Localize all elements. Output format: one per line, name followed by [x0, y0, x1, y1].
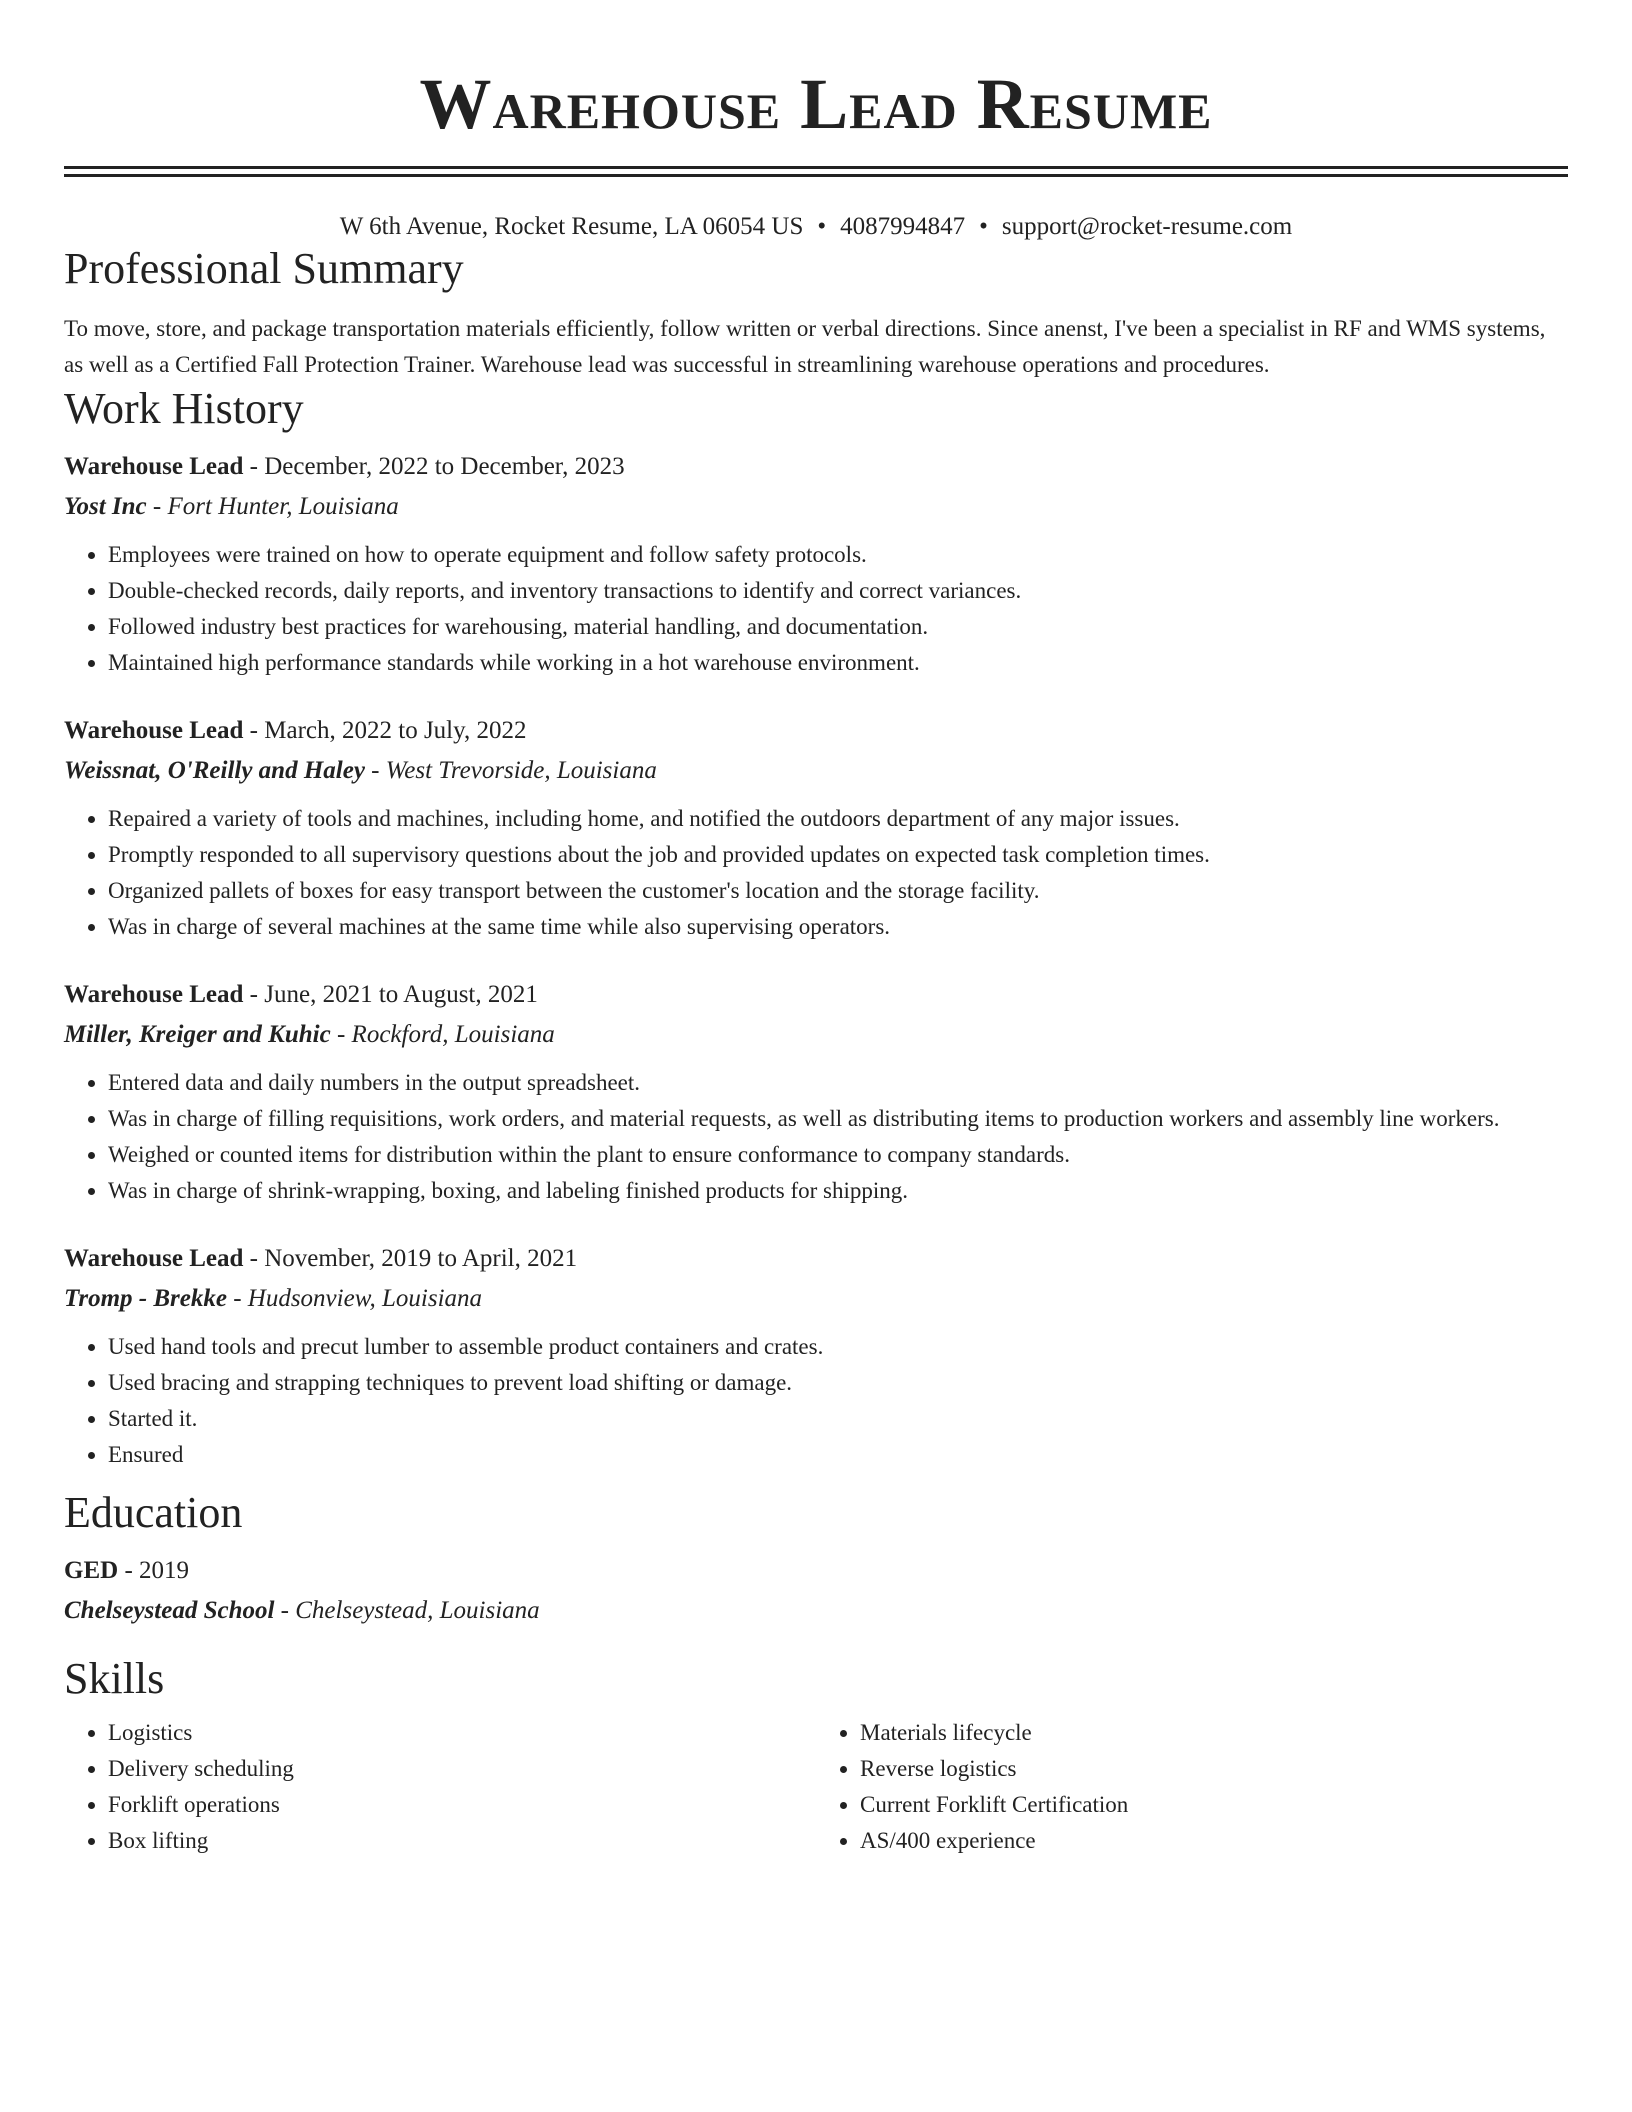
education-year: - 2019 — [118, 1557, 190, 1584]
education-location: - Chelseystead, Louisiana — [274, 1597, 540, 1624]
skill-item: • Box lifting — [108, 1823, 816, 1859]
job-company-line — [64, 1017, 1568, 1053]
resume-title: Warehouse Lead Resume — [419, 64, 1213, 144]
job-title: Warehouse Lead — [64, 453, 244, 480]
job-bullet: • Repaired a variety of tools and machines, including home, and notified the outdoors department of any major issues. — [108, 801, 1568, 837]
job-bullets — [64, 1065, 1568, 1209]
job-bullets — [64, 537, 1568, 681]
skills-column-right — [816, 1715, 1568, 1859]
contact-phone: 4087994847 — [840, 213, 966, 240]
job-bullet: • Entered data and daily numbers in the output spreadsheet. — [108, 1065, 1568, 1101]
job-company-line — [64, 753, 1568, 789]
job-bullet: • Was in charge of shrink-wrapping, boxing, and labeling finished products for shipping. — [108, 1173, 1568, 1209]
job-bullet: • Promptly responded to all supervisory questions about the job and provided updates on expected task completion times. — [108, 837, 1568, 873]
skills-column-left — [64, 1715, 816, 1859]
job-bullets — [64, 801, 1568, 945]
job-location: - Rockford, Louisiana — [330, 1021, 555, 1048]
skill-item: • Materials lifecycle — [860, 1715, 1568, 1751]
job-bullet: • Weighed or counted items for distribution within the plant to ensure conformance to company standards. — [108, 1137, 1568, 1173]
contact-separator: • — [817, 213, 827, 240]
job-entry — [64, 1241, 1568, 1473]
job-entry — [64, 977, 1568, 1209]
job-bullets — [64, 1329, 1568, 1473]
job-bullet: • Organized pallets of boxes for easy transport between the customer's location and the storage facility. — [108, 873, 1568, 909]
skills-list — [64, 1715, 1568, 1859]
job-bullet: • Used hand tools and precut lumber to assemble product containers and crates. — [108, 1329, 1568, 1365]
job-bullet: • Double-checked records, daily reports, and inventory transactions to identify and correct variances. — [108, 573, 1568, 609]
job-company-line — [64, 1281, 1568, 1317]
skill-item: • Reverse logistics — [860, 1751, 1568, 1787]
job-bullet: • Maintained high performance standards while working in a hot warehouse environment. — [108, 645, 1568, 681]
contact-email: support@rocket-resume.com — [1001, 213, 1293, 240]
education-school-line — [64, 1593, 1568, 1629]
job-title-line — [64, 977, 1568, 1013]
education-entry — [64, 1553, 1568, 1629]
education-heading: Education — [64, 1488, 243, 1537]
skill-item: • AS/400 experience — [860, 1823, 1568, 1859]
contact-separator: • — [979, 213, 988, 240]
job-title-line — [64, 449, 1568, 485]
job-company: Weissnat, O'Reilly and Haley — [64, 757, 365, 784]
title-double-rule — [64, 166, 1568, 177]
job-location: - West Trevorside, Louisiana — [364, 757, 657, 784]
job-company-line — [64, 489, 1568, 525]
education-degree: GED — [64, 1557, 119, 1584]
job-company: Miller, Kreiger and Kuhic — [64, 1021, 331, 1048]
education-school: Chelseystead School — [64, 1597, 275, 1624]
job-dates: - June, 2021 to August, 2021 — [243, 981, 538, 1008]
skill-item: • Logistics — [108, 1715, 816, 1751]
job-company: Yost Inc — [64, 493, 147, 520]
job-bullet: • Ensured — [108, 1437, 1568, 1473]
job-location: - Fort Hunter, Louisiana — [146, 493, 399, 520]
job-company: Tromp - Brekke — [64, 1285, 227, 1312]
job-dates: - November, 2019 to April, 2021 — [243, 1245, 578, 1272]
job-dates: - December, 2022 to December, 2023 — [243, 453, 625, 480]
contact-line — [64, 211, 1568, 243]
job-location: - Hudsonview, Louisiana — [226, 1285, 483, 1312]
summary-text: To move, store, and package transportation materials efficiently, follow written or verbal directions. Since anenst, I've been a specialist in RF and WMS systems, as well as a Certified Fall Protection Trainer. Warehouse lead was successful in streamlining warehouse operations and procedures. — [64, 316, 1546, 377]
skill-item: • Forklift operations — [108, 1787, 816, 1823]
job-dates: - March, 2022 to July, 2022 — [243, 717, 527, 744]
job-bullet: • Employees were trained on how to operate equipment and follow safety protocols. — [108, 537, 1568, 573]
job-title: Warehouse Lead — [64, 981, 244, 1008]
summary-heading: Professional Summary — [64, 244, 464, 293]
job-title: Warehouse Lead — [64, 717, 244, 744]
skills-heading: Skills — [64, 1654, 165, 1703]
job-entry — [64, 713, 1568, 945]
job-bullet: • Was in charge of filling requisitions, work orders, and material requests, as well as distributing items to production workers and assembly line workers. — [108, 1101, 1568, 1137]
job-title-line — [64, 1241, 1568, 1277]
work-history-heading: Work History — [64, 384, 304, 433]
job-title: Warehouse Lead — [64, 1245, 244, 1272]
job-bullet: • Was in charge of several machines at the same time while also supervising operators. — [108, 909, 1568, 945]
job-bullet: • Followed industry best practices for warehousing, material handling, and documentation. — [108, 609, 1568, 645]
skill-item: • Delivery scheduling — [108, 1751, 816, 1787]
job-title-line — [64, 713, 1568, 749]
skill-item: • Current Forklift Certification — [860, 1787, 1568, 1823]
job-bullet: • Started it. — [108, 1401, 1568, 1437]
education-degree-line — [64, 1553, 1568, 1589]
job-entry — [64, 449, 1568, 681]
job-bullet: • Used bracing and strapping techniques to prevent load shifting or damage. — [108, 1365, 1568, 1401]
contact-address: W 6th Avenue, Rocket Resume, LA 06054 US — [339, 213, 804, 240]
